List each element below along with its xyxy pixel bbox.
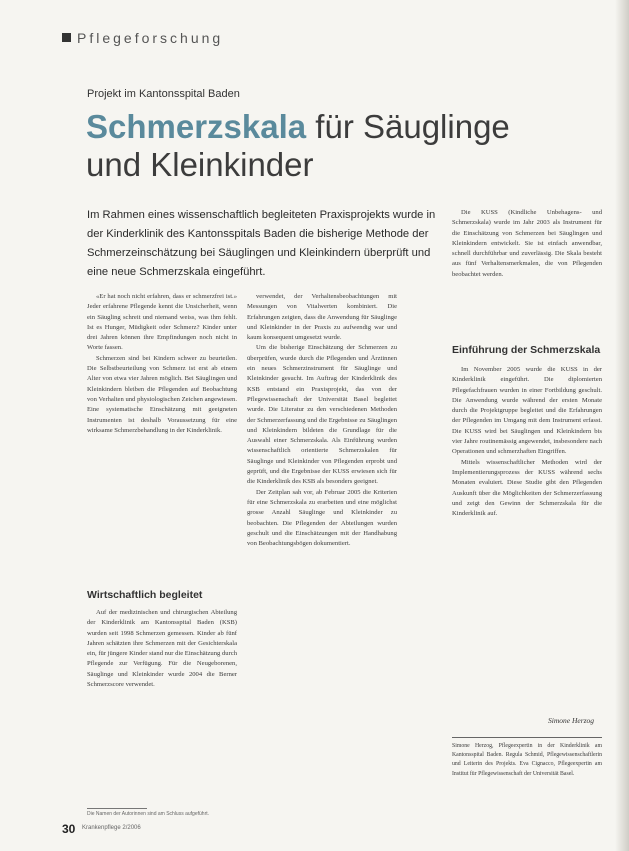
body-paragraph: verwendet, der Verhaltensbeobachtungen mit Messungen von Vitalwerten kombiniert. Die Erfahrungen zeigten, dass die Anwendung für Säuglinge und Kleinkinder in der Praxis zu aufwendig war und kaum konsequent umgesetzt wurde. (247, 293, 397, 342)
body-column-1 (87, 292, 237, 584)
body-paragraph: Mittels wissenschaftlicher Methoden wird der Implementierungsprozess der KUSS während sechs Monaten evaluiert. Diese Studie gibt den Pflegenden Auskunft über die Möglichkeiten der Schmerzerfassung und zeigt den Gewinn der Schmerzskala für die Kinderklinik auf. (452, 458, 602, 518)
title-rest-line1: für Säuglinge (306, 108, 510, 145)
footnote: Die Namen der Autorinnen sind am Schluss aufgeführt. (87, 811, 210, 817)
body-paragraph: Der Zeitplan sah vor, ab Februar 2005 die Kriterien für eine Schmerzskala zu erarbeiten und eine möglichst grosse Anzahl Säuglinge und Kleinkinder zu beobachten. Die Pflegenden der Abteilungen wurden geschult und die Einschätzungen mit der Handhabung von Beobachtungsbögen dokumentiert. (247, 488, 397, 548)
article-kicker: Projekt im Kantonsspital Baden (87, 88, 240, 100)
body-paragraph: Auf der medizinischen und chirurgischen Abteilung der Kinderklinik am Kantonsspital Baden (KSB) wurden seit 1998 Schmerzen gemessen. Kinder ab fünf Jahren schätzten ihre Schmerzen mit der Gesichterskala ein, für jüngere Kinder stand nur die Einschätzung durch Pflegende zur Verfügung. Für die Neugeborenen, Säuglinge und Kleinkinder wurde 2004 die Berner Schmerzscore verwendet. (87, 609, 237, 689)
divider (452, 737, 602, 738)
page-number: 30 (62, 822, 76, 836)
body-column-3-lower (452, 365, 602, 655)
article-title (86, 108, 510, 184)
body-column-3 (452, 208, 602, 326)
body-paragraph: Die KUSS (Kindliche Unbehagens- und Schmerzskala) wurde im Jahr 2003 als Instrument für die Einschätzung von Schmerzen bei Säuglingen und Kleinkindern entwickelt. Sie ist einfach anwendbar, schnell durchführbar und zuverlässig. Die Skala besteht aus fünf Verhaltensmerkmalen, die von Pflegenden beobachtet werden. (452, 209, 602, 278)
section-header (62, 30, 223, 46)
subheading-right: Einführung der Schmerzskala (452, 344, 601, 356)
section-header-text: Pflegeforschung (77, 30, 224, 46)
author-signature: Simone Herzog (548, 716, 595, 725)
article-lead: Im Rahmen eines wissenschaftlich begleiteten Praxisprojekts wurde in der Kinderklinik des Kantonsspitals Baden die bisherige Methode der Schmerzeinschätzung bei Säuglingen und Kleinkindern überprüft und eine neue Schmerzskala eingeführt. (87, 209, 436, 278)
title-line2: und Kleinkinder (86, 146, 314, 183)
body-paragraph: «Er hat noch nicht erfahren, dass er schmerzfrei ist.» Jeder erfahrene Pflegende kennt die Unsicherheit, wenn ein Säugling schreit und niemand weiss, was ihm fehlt. Ist es Hunger, Müdigkeit oder Schmerz? Kinder unter drei Jahren können ihre Empfindungen noch nicht in Worte fassen. (87, 293, 237, 352)
scan-edge-shadow (615, 0, 629, 851)
body-column-1-lower (87, 608, 237, 828)
body-paragraph: Schmerzen sind bei Kindern schwer zu beurteilen. Die Selbstbeurteilung von Schmerz ist erst ab einem Alter von etwa vier Jahren möglich. Bei Säuglingen und Kleinkindern bleiben die Pflegenden auf Beobachtung von Verhalten und physiologischen Zeichen angewiesen. Eine systematische Einschätzung mit geeigneten Instrumenten ist deshalb Voraussetzung für eine wirksame Schmerzbehandlung in der Kinderklinik. (87, 354, 237, 434)
author-info: Simone Herzog, Pflegeexpertin in der Kinderklinik am Kantonsspital Baden. Regula Schmid, Pflegewissenschaftlerin und Leiterin des Projekts. Eva Cignacco, Pflegeexpertin am Institut für Pflegewissenschaft der Universität Basel. (452, 743, 602, 777)
section-square-icon (62, 33, 71, 42)
subheading-left: Wirtschaftlich begleitet (87, 589, 203, 601)
footnote-divider (87, 808, 147, 809)
title-highlight: Schmerzskala (86, 108, 307, 145)
body-paragraph: Im November 2005 wurde die KUSS in der Kinderklinik eingeführt. Die diplomierten Pflegefachfrauen wurden in einer Fortbildung geschult. Die Anwendung wurde während der ersten Monate durch die Projektgruppe begleitet und die Erfahrungen der Pflegenden im Umgang mit dem Instrument erfasst. Die KUSS wird bei Säuglingen und Kleinkindern bis vier Jahre routinemässig angewendet, insbesondere nach Operationen und schmerzhaften Eingriffen. (452, 366, 602, 456)
journal-name: Krankenpflege 2/2006 (82, 825, 141, 831)
body-paragraph: Um die bisherige Einschätzung der Schmerzen zu überprüfen, wurde durch die Pflegenden und Ärztinnen ein neues Schmerzinstrument für Säuglinge und Kleinkinder gesucht. Im Auftrag der Kinderklinik des KSB entstand ein Praxisprojekt, das von der Pflegewissenschaft der Universität Basel begleitet wurde. Die Literatur zu den verschiedenen Methoden der Schmerzerfassung und die Ergebnisse zu Säuglingen und Kleinkindern bildeten die Grundlage für die Auswahl einer Schmerzskala. Als Einführung wurden wissenschaftlich orientierte Schmerzskalen für Säuglinge und Kleinkinder von Pflegenden erprobt und geprüft, und die Ergebnisse der KUSS erwiesen sich für die Kinderklinik des KSB als besonders geeignet. (247, 344, 397, 486)
body-column-2 (247, 292, 397, 832)
